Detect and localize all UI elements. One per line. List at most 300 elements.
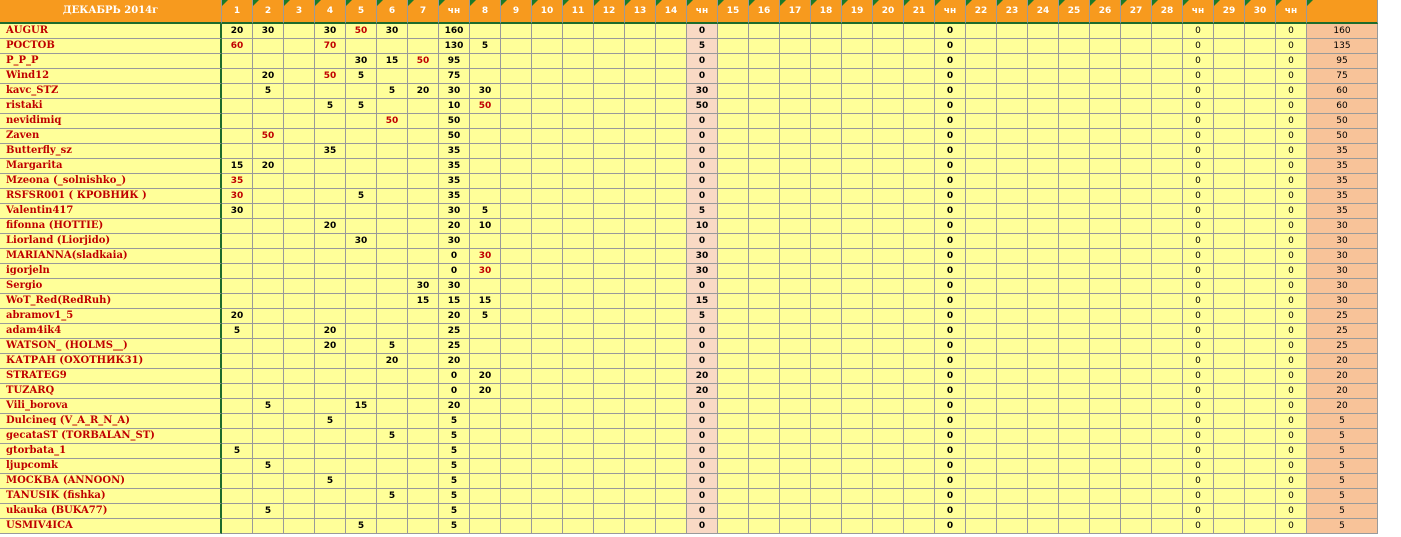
day-score-cell[interactable]: [904, 69, 935, 84]
day-score-cell[interactable]: [1121, 504, 1152, 519]
day-score-cell[interactable]: [532, 69, 563, 84]
day-score-cell[interactable]: [284, 24, 315, 39]
day-score-cell[interactable]: [315, 384, 346, 399]
day-score-cell[interactable]: [904, 249, 935, 264]
day-score-cell[interactable]: [1245, 249, 1276, 264]
day-score-cell[interactable]: [532, 219, 563, 234]
day-score-cell[interactable]: [997, 444, 1028, 459]
subtotal-cell[interactable]: 0: [1276, 264, 1307, 279]
day-score-cell[interactable]: [532, 279, 563, 294]
day-score-cell[interactable]: [563, 309, 594, 324]
subtotal-cell[interactable]: 0: [935, 519, 966, 534]
day-score-cell[interactable]: [780, 489, 811, 504]
day-score-cell[interactable]: [346, 204, 377, 219]
day-score-cell[interactable]: [811, 294, 842, 309]
subtotal-cell[interactable]: 0: [687, 189, 718, 204]
day-score-cell[interactable]: 20: [253, 159, 284, 174]
day-score-cell[interactable]: 50: [315, 69, 346, 84]
subtotal-cell[interactable]: 0: [687, 489, 718, 504]
day-score-cell[interactable]: [594, 504, 625, 519]
day-score-cell[interactable]: [315, 504, 346, 519]
day-score-cell[interactable]: [532, 204, 563, 219]
subtotal-cell[interactable]: 0: [935, 219, 966, 234]
day-score-cell[interactable]: [377, 519, 408, 534]
day-score-cell[interactable]: [1152, 399, 1183, 414]
day-score-cell[interactable]: [904, 219, 935, 234]
day-score-cell[interactable]: [780, 24, 811, 39]
day-score-cell[interactable]: [532, 129, 563, 144]
day-score-cell[interactable]: [625, 39, 656, 54]
day-score-cell[interactable]: [1059, 219, 1090, 234]
day-score-cell[interactable]: [625, 24, 656, 39]
day-score-cell[interactable]: [718, 189, 749, 204]
day-score-cell[interactable]: [284, 459, 315, 474]
day-score-cell[interactable]: [563, 174, 594, 189]
subtotal-cell[interactable]: 0: [1276, 504, 1307, 519]
day-score-cell[interactable]: 30: [253, 24, 284, 39]
day-score-cell[interactable]: [997, 429, 1028, 444]
day-score-cell[interactable]: [904, 339, 935, 354]
day-score-cell[interactable]: [532, 459, 563, 474]
day-score-cell[interactable]: [563, 279, 594, 294]
day-score-cell[interactable]: [625, 459, 656, 474]
day-score-cell[interactable]: [253, 39, 284, 54]
day-score-cell[interactable]: [966, 264, 997, 279]
day-score-cell[interactable]: [718, 384, 749, 399]
subtotal-cell[interactable]: 0: [687, 174, 718, 189]
day-score-cell[interactable]: [718, 249, 749, 264]
day-score-cell[interactable]: [842, 159, 873, 174]
subtotal-cell[interactable]: 0: [1183, 309, 1214, 324]
day-score-cell[interactable]: [1090, 399, 1121, 414]
day-score-cell[interactable]: [780, 264, 811, 279]
day-score-cell[interactable]: [532, 84, 563, 99]
day-score-cell[interactable]: [408, 39, 439, 54]
day-score-cell[interactable]: [563, 84, 594, 99]
day-score-cell[interactable]: [656, 204, 687, 219]
player-name-cell[interactable]: gecataST (TORBALAN_ST): [0, 429, 222, 444]
day-score-cell[interactable]: [1059, 144, 1090, 159]
day-score-cell[interactable]: [656, 24, 687, 39]
day-score-cell[interactable]: [1059, 414, 1090, 429]
day-score-cell[interactable]: [1214, 189, 1245, 204]
day-score-cell[interactable]: [625, 114, 656, 129]
day-score-cell[interactable]: [470, 459, 501, 474]
column-header-2[interactable]: 2: [253, 0, 284, 24]
day-score-cell[interactable]: [873, 384, 904, 399]
subtotal-cell[interactable]: 0: [935, 339, 966, 354]
total-cell[interactable]: 35: [1307, 189, 1378, 204]
day-score-cell[interactable]: [284, 279, 315, 294]
column-header-30[interactable]: 27: [1121, 0, 1152, 24]
day-score-cell[interactable]: [842, 234, 873, 249]
day-score-cell[interactable]: [1245, 219, 1276, 234]
day-score-cell[interactable]: [780, 129, 811, 144]
day-score-cell[interactable]: [1059, 24, 1090, 39]
subtotal-cell[interactable]: 30: [439, 204, 470, 219]
day-score-cell[interactable]: [253, 444, 284, 459]
day-score-cell[interactable]: [904, 204, 935, 219]
day-score-cell[interactable]: [284, 429, 315, 444]
day-score-cell[interactable]: [997, 339, 1028, 354]
day-score-cell[interactable]: [594, 474, 625, 489]
day-score-cell[interactable]: [811, 474, 842, 489]
day-score-cell[interactable]: [315, 294, 346, 309]
player-name-cell[interactable]: kavc_STZ: [0, 84, 222, 99]
player-name-cell[interactable]: КАТРАН (ОХОТНИК31): [0, 354, 222, 369]
day-score-cell[interactable]: 5: [346, 99, 377, 114]
day-score-cell[interactable]: [377, 249, 408, 264]
day-score-cell[interactable]: [284, 189, 315, 204]
day-score-cell[interactable]: [656, 309, 687, 324]
day-score-cell[interactable]: [377, 219, 408, 234]
day-score-cell[interactable]: [842, 489, 873, 504]
day-score-cell[interactable]: [470, 519, 501, 534]
subtotal-cell[interactable]: 0: [935, 459, 966, 474]
day-score-cell[interactable]: [377, 159, 408, 174]
total-cell[interactable]: 25: [1307, 339, 1378, 354]
day-score-cell[interactable]: [718, 99, 749, 114]
day-score-cell[interactable]: [377, 99, 408, 114]
day-score-cell[interactable]: [811, 444, 842, 459]
day-score-cell[interactable]: [656, 39, 687, 54]
day-score-cell[interactable]: [1121, 84, 1152, 99]
player-name-cell[interactable]: WATSON_ (HOLMS__): [0, 339, 222, 354]
column-header-27[interactable]: 24: [1028, 0, 1059, 24]
day-score-cell[interactable]: [1245, 114, 1276, 129]
day-score-cell[interactable]: [997, 294, 1028, 309]
day-score-cell[interactable]: [1090, 324, 1121, 339]
day-score-cell[interactable]: [780, 54, 811, 69]
total-cell[interactable]: 30: [1307, 234, 1378, 249]
day-score-cell[interactable]: [346, 354, 377, 369]
day-score-cell[interactable]: [811, 354, 842, 369]
subtotal-cell[interactable]: 0: [935, 174, 966, 189]
day-score-cell[interactable]: [1028, 474, 1059, 489]
subtotal-cell[interactable]: 0: [1183, 99, 1214, 114]
subtotal-cell[interactable]: 130: [439, 39, 470, 54]
day-score-cell[interactable]: [1028, 249, 1059, 264]
subtotal-cell[interactable]: 0: [439, 384, 470, 399]
day-score-cell[interactable]: [408, 474, 439, 489]
day-score-cell[interactable]: [1028, 234, 1059, 249]
day-score-cell[interactable]: [222, 369, 253, 384]
day-score-cell[interactable]: [377, 234, 408, 249]
day-score-cell[interactable]: [1214, 489, 1245, 504]
day-score-cell[interactable]: [563, 204, 594, 219]
day-score-cell[interactable]: [563, 99, 594, 114]
day-score-cell[interactable]: [873, 474, 904, 489]
day-score-cell[interactable]: [346, 324, 377, 339]
day-score-cell[interactable]: 50: [253, 129, 284, 144]
day-score-cell[interactable]: [470, 504, 501, 519]
day-score-cell[interactable]: [1028, 69, 1059, 84]
day-score-cell[interactable]: [563, 159, 594, 174]
day-score-cell[interactable]: [904, 309, 935, 324]
day-score-cell[interactable]: [563, 234, 594, 249]
day-score-cell[interactable]: [408, 189, 439, 204]
day-score-cell[interactable]: [1090, 129, 1121, 144]
day-score-cell[interactable]: [625, 234, 656, 249]
subtotal-cell[interactable]: 5: [439, 414, 470, 429]
day-score-cell[interactable]: [1121, 69, 1152, 84]
day-score-cell[interactable]: [656, 444, 687, 459]
day-score-cell[interactable]: [594, 489, 625, 504]
day-score-cell[interactable]: [966, 114, 997, 129]
day-score-cell[interactable]: [1214, 264, 1245, 279]
day-score-cell[interactable]: [1245, 339, 1276, 354]
day-score-cell[interactable]: [997, 414, 1028, 429]
subtotal-cell[interactable]: 25: [439, 339, 470, 354]
subtotal-cell[interactable]: 0: [439, 369, 470, 384]
day-score-cell[interactable]: [222, 384, 253, 399]
subtotal-cell[interactable]: 35: [439, 159, 470, 174]
subtotal-cell[interactable]: 0: [1276, 309, 1307, 324]
day-score-cell[interactable]: [284, 174, 315, 189]
day-score-cell[interactable]: [470, 174, 501, 189]
day-score-cell[interactable]: [811, 429, 842, 444]
day-score-cell[interactable]: 30: [470, 249, 501, 264]
subtotal-cell[interactable]: 0: [1276, 339, 1307, 354]
day-score-cell[interactable]: [873, 489, 904, 504]
day-score-cell[interactable]: [1059, 324, 1090, 339]
subtotal-cell[interactable]: 0: [1276, 84, 1307, 99]
day-score-cell[interactable]: 5: [346, 519, 377, 534]
day-score-cell[interactable]: [718, 474, 749, 489]
total-cell[interactable]: 30: [1307, 294, 1378, 309]
day-score-cell[interactable]: [1214, 129, 1245, 144]
day-score-cell[interactable]: [346, 444, 377, 459]
subtotal-cell[interactable]: 95: [439, 54, 470, 69]
day-score-cell[interactable]: [470, 144, 501, 159]
day-score-cell[interactable]: [1245, 399, 1276, 414]
day-score-cell[interactable]: [563, 219, 594, 234]
day-score-cell[interactable]: [1152, 339, 1183, 354]
day-score-cell[interactable]: [997, 504, 1028, 519]
day-score-cell[interactable]: [346, 219, 377, 234]
day-score-cell[interactable]: [346, 264, 377, 279]
day-score-cell[interactable]: [1121, 324, 1152, 339]
day-score-cell[interactable]: [873, 459, 904, 474]
day-score-cell[interactable]: [842, 309, 873, 324]
day-score-cell[interactable]: [966, 489, 997, 504]
day-score-cell[interactable]: 30: [315, 24, 346, 39]
day-score-cell[interactable]: [284, 204, 315, 219]
day-score-cell[interactable]: [594, 339, 625, 354]
day-score-cell[interactable]: 5: [222, 324, 253, 339]
day-score-cell[interactable]: [749, 414, 780, 429]
day-score-cell[interactable]: [1028, 309, 1059, 324]
day-score-cell[interactable]: [1090, 174, 1121, 189]
player-name-cell[interactable]: ristaki: [0, 99, 222, 114]
day-score-cell[interactable]: [594, 189, 625, 204]
day-score-cell[interactable]: [1121, 339, 1152, 354]
day-score-cell[interactable]: [1245, 54, 1276, 69]
day-score-cell[interactable]: [377, 384, 408, 399]
day-score-cell[interactable]: [749, 219, 780, 234]
day-score-cell[interactable]: [997, 489, 1028, 504]
day-score-cell[interactable]: [408, 504, 439, 519]
total-cell[interactable]: 60: [1307, 99, 1378, 114]
day-score-cell[interactable]: [315, 189, 346, 204]
day-score-cell[interactable]: [532, 429, 563, 444]
day-score-cell[interactable]: [966, 69, 997, 84]
column-header-28[interactable]: 25: [1059, 0, 1090, 24]
day-score-cell[interactable]: [501, 489, 532, 504]
day-score-cell[interactable]: [1214, 39, 1245, 54]
day-score-cell[interactable]: [1245, 294, 1276, 309]
day-score-cell[interactable]: 30: [470, 264, 501, 279]
day-score-cell[interactable]: [377, 264, 408, 279]
day-score-cell[interactable]: [749, 399, 780, 414]
day-score-cell[interactable]: [749, 69, 780, 84]
day-score-cell[interactable]: [346, 114, 377, 129]
day-score-cell[interactable]: [625, 174, 656, 189]
day-score-cell[interactable]: [780, 294, 811, 309]
day-score-cell[interactable]: [749, 339, 780, 354]
day-score-cell[interactable]: [501, 354, 532, 369]
day-score-cell[interactable]: [470, 354, 501, 369]
day-score-cell[interactable]: [811, 129, 842, 144]
total-cell[interactable]: 30: [1307, 249, 1378, 264]
day-score-cell[interactable]: [377, 129, 408, 144]
day-score-cell[interactable]: [1028, 159, 1059, 174]
day-score-cell[interactable]: 30: [470, 84, 501, 99]
day-score-cell[interactable]: [1121, 444, 1152, 459]
day-score-cell[interactable]: [501, 159, 532, 174]
day-score-cell[interactable]: [780, 159, 811, 174]
day-score-cell[interactable]: [625, 429, 656, 444]
player-name-cell[interactable]: Butterfly_sz: [0, 144, 222, 159]
subtotal-cell[interactable]: 20: [687, 369, 718, 384]
day-score-cell[interactable]: [1059, 459, 1090, 474]
day-score-cell[interactable]: [873, 159, 904, 174]
day-score-cell[interactable]: [842, 144, 873, 159]
day-score-cell[interactable]: [656, 339, 687, 354]
day-score-cell[interactable]: [904, 114, 935, 129]
day-score-cell[interactable]: [222, 249, 253, 264]
day-score-cell[interactable]: [842, 249, 873, 264]
day-score-cell[interactable]: [594, 114, 625, 129]
day-score-cell[interactable]: [842, 294, 873, 309]
day-score-cell[interactable]: [222, 474, 253, 489]
day-score-cell[interactable]: [594, 159, 625, 174]
column-header-24[interactable]: чн: [935, 0, 966, 24]
day-score-cell[interactable]: [1121, 144, 1152, 159]
day-score-cell[interactable]: [1121, 429, 1152, 444]
day-score-cell[interactable]: [1028, 519, 1059, 534]
day-score-cell[interactable]: [811, 39, 842, 54]
subtotal-cell[interactable]: 0: [687, 144, 718, 159]
subtotal-cell[interactable]: 0: [1183, 144, 1214, 159]
day-score-cell[interactable]: [1059, 234, 1090, 249]
day-score-cell[interactable]: [966, 414, 997, 429]
day-score-cell[interactable]: [625, 504, 656, 519]
day-score-cell[interactable]: [1121, 279, 1152, 294]
day-score-cell[interactable]: [284, 54, 315, 69]
subtotal-cell[interactable]: 0: [1276, 324, 1307, 339]
subtotal-cell[interactable]: 15: [439, 294, 470, 309]
day-score-cell[interactable]: [873, 99, 904, 114]
day-score-cell[interactable]: [253, 189, 284, 204]
day-score-cell[interactable]: [1090, 519, 1121, 534]
day-score-cell[interactable]: [1090, 99, 1121, 114]
day-score-cell[interactable]: [315, 234, 346, 249]
day-score-cell[interactable]: 30: [408, 279, 439, 294]
day-score-cell[interactable]: [253, 489, 284, 504]
day-score-cell[interactable]: [997, 114, 1028, 129]
day-score-cell[interactable]: 20: [470, 384, 501, 399]
day-score-cell[interactable]: [1214, 339, 1245, 354]
day-score-cell[interactable]: [1245, 264, 1276, 279]
subtotal-cell[interactable]: 0: [687, 414, 718, 429]
day-score-cell[interactable]: [346, 459, 377, 474]
day-score-cell[interactable]: [718, 399, 749, 414]
subtotal-cell[interactable]: 0: [1183, 189, 1214, 204]
day-score-cell[interactable]: [625, 519, 656, 534]
day-score-cell[interactable]: [315, 249, 346, 264]
player-name-cell[interactable]: Wind12: [0, 69, 222, 84]
total-cell[interactable]: 35: [1307, 144, 1378, 159]
day-score-cell[interactable]: 20: [315, 339, 346, 354]
day-score-cell[interactable]: [346, 369, 377, 384]
day-score-cell[interactable]: [873, 174, 904, 189]
day-score-cell[interactable]: [625, 84, 656, 99]
day-score-cell[interactable]: [811, 519, 842, 534]
day-score-cell[interactable]: [811, 159, 842, 174]
player-name-cell[interactable]: USMIV4ICA: [0, 519, 222, 534]
day-score-cell[interactable]: [842, 174, 873, 189]
day-score-cell[interactable]: [315, 354, 346, 369]
day-score-cell[interactable]: [470, 159, 501, 174]
day-score-cell[interactable]: [1028, 114, 1059, 129]
player-name-cell[interactable]: P_P_P: [0, 54, 222, 69]
day-score-cell[interactable]: [253, 279, 284, 294]
day-score-cell[interactable]: [1214, 219, 1245, 234]
day-score-cell[interactable]: [904, 399, 935, 414]
day-score-cell[interactable]: [1214, 384, 1245, 399]
total-cell[interactable]: 5: [1307, 504, 1378, 519]
day-score-cell[interactable]: [563, 474, 594, 489]
day-score-cell[interactable]: [656, 354, 687, 369]
subtotal-cell[interactable]: 0: [1276, 189, 1307, 204]
subtotal-cell[interactable]: 5: [439, 519, 470, 534]
day-score-cell[interactable]: [842, 114, 873, 129]
day-score-cell[interactable]: [904, 54, 935, 69]
day-score-cell[interactable]: [966, 39, 997, 54]
day-score-cell[interactable]: [1152, 99, 1183, 114]
day-score-cell[interactable]: [253, 414, 284, 429]
subtotal-cell[interactable]: 0: [1183, 114, 1214, 129]
day-score-cell[interactable]: [1121, 474, 1152, 489]
day-score-cell[interactable]: 20: [315, 219, 346, 234]
day-score-cell[interactable]: [780, 234, 811, 249]
day-score-cell[interactable]: [408, 234, 439, 249]
day-score-cell[interactable]: [656, 129, 687, 144]
player-name-cell[interactable]: Zaven: [0, 129, 222, 144]
day-score-cell[interactable]: [873, 264, 904, 279]
day-score-cell[interactable]: [1214, 324, 1245, 339]
day-score-cell[interactable]: [346, 384, 377, 399]
day-score-cell[interactable]: [1152, 354, 1183, 369]
day-score-cell[interactable]: [1121, 174, 1152, 189]
subtotal-cell[interactable]: 5: [439, 444, 470, 459]
day-score-cell[interactable]: 5: [315, 414, 346, 429]
day-score-cell[interactable]: [594, 24, 625, 39]
day-score-cell[interactable]: [842, 189, 873, 204]
day-score-cell[interactable]: [811, 489, 842, 504]
subtotal-cell[interactable]: 0: [687, 24, 718, 39]
